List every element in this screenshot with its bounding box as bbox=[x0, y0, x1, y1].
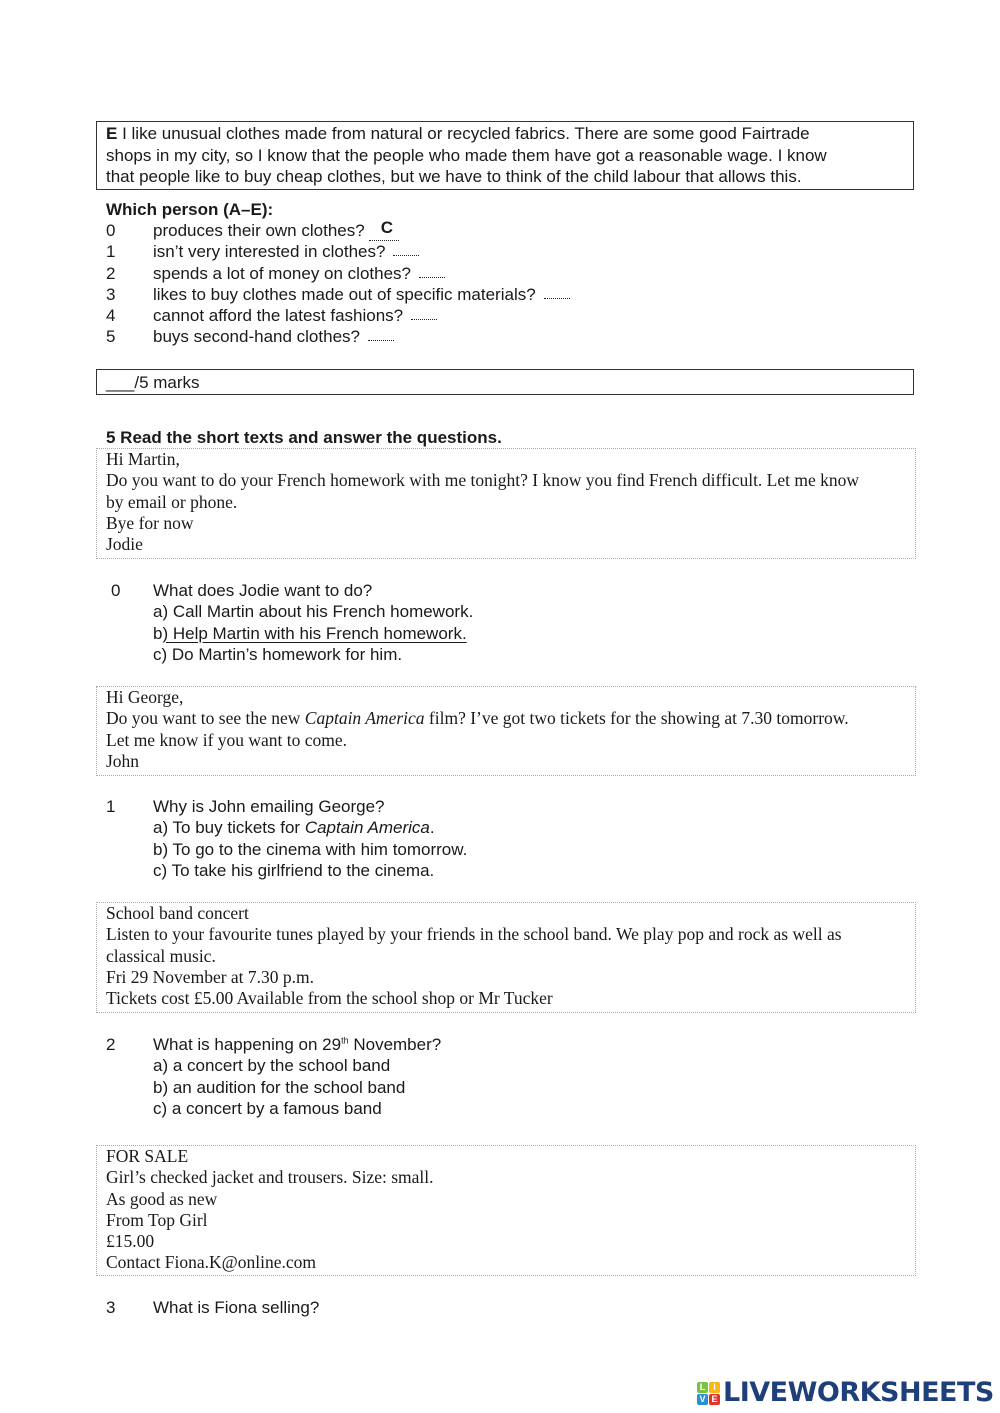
answer-field[interactable] bbox=[419, 263, 445, 278]
text-box-for-sale: FOR SALE Girl’s checked jacket and trousers. Size: small. As good as new From Top Girl £15.00 Contact Fiona.K@online.com bbox=[96, 1145, 916, 1276]
matching-question: 5 buys second-hand clothes? bbox=[106, 326, 570, 347]
option-a[interactable]: a) Call Martin about his French homework. bbox=[153, 602, 474, 622]
matching-question: 1 isn’t very interested in clothes? bbox=[106, 241, 570, 262]
text-box-john: Hi George, Do you want to see the new Captain America film? I’ve got two tickets for the showing at 7.30 tomorrow. Let me know if you want to come. John bbox=[96, 686, 916, 776]
question-3: 3 What is Fiona selling? bbox=[106, 1298, 320, 1317]
option-b[interactable]: b) To go to the cinema with him tomorrow. bbox=[153, 839, 468, 859]
person-e-text: I like unusual clothes made from natural or recycled fabrics. There are some good Fairtrade bbox=[117, 124, 810, 143]
matching-question: 3 likes to buy clothes made out of specific materials? bbox=[106, 284, 570, 305]
matching-question: 0 produces their own clothes? C bbox=[106, 220, 570, 241]
person-e-box bbox=[96, 121, 914, 190]
brand-name: LIVEWORKSHEETS bbox=[723, 1377, 994, 1408]
person-e-text: shops in my city, so I know that the people who made them have got a reasonable wage. I know bbox=[106, 145, 827, 165]
option-c[interactable]: c) To take his girlfriend to the cinema. bbox=[153, 860, 435, 880]
logo-grid-icon: L I V E bbox=[697, 1382, 720, 1405]
section-5-heading: 5 Read the short texts and answer the questions. bbox=[106, 428, 502, 447]
option-b[interactable]: b) Help Martin with his French homework. bbox=[153, 623, 467, 643]
matching-question: 4 cannot afford the latest fashions? bbox=[106, 305, 570, 326]
option-a[interactable]: a) a concert by the school band bbox=[153, 1056, 391, 1076]
matching-question: 2 spends a lot of money on clothes? bbox=[106, 263, 570, 284]
marks-box: ___/5 marks bbox=[96, 369, 914, 395]
option-a[interactable]: a) To buy tickets for Captain America. bbox=[153, 818, 435, 838]
matching-question-list bbox=[106, 220, 570, 348]
answer-field[interactable] bbox=[411, 305, 437, 320]
option-c[interactable]: c) a concert by a famous band bbox=[153, 1098, 382, 1118]
answer-field[interactable] bbox=[544, 284, 570, 299]
option-b[interactable]: b) an audition for the school band bbox=[153, 1077, 406, 1097]
answer-field[interactable] bbox=[393, 241, 419, 256]
liveworksheets-logo[interactable] bbox=[697, 1379, 994, 1407]
answer-field[interactable] bbox=[368, 326, 394, 341]
text-box-concert: School band concert Listen to your favourite tunes played by your friends in the school band. We play pop and rock as well as classical music. Fri 29 November at 7.30 p.m. Tickets cost £5.00 Available from the school shop or Mr Tucker bbox=[96, 902, 916, 1013]
question-0: 0 What does Jodie want to do? a) Call Martin about his French homework. b) Help Martin with his French homework. c) Do Martin’s homework for him. bbox=[106, 580, 473, 665]
person-e-text: that people like to buy cheap clothes, but we have to think of the child labour that allows this. bbox=[106, 167, 802, 186]
option-c[interactable]: c) Do Martin’s homework for him. bbox=[153, 644, 403, 664]
question-1: 1 Why is John emailing George? a) To buy tickets for Captain America. b) To go to the cinema with him tomorrow. c) To take his girlfriend to the cinema. bbox=[106, 797, 468, 880]
person-letter: E bbox=[106, 124, 118, 143]
matching-heading: Which person (A–E): bbox=[106, 200, 274, 219]
text-box-jodie: Hi Martin, Do you want to do your French homework with me tonight? I know you find French difficult. Let me know by email or phone. Bye for now Jodie bbox=[96, 448, 916, 559]
answer-field[interactable]: C bbox=[369, 220, 399, 241]
selected-answer: ) Help Martin with his French homework. bbox=[162, 623, 467, 643]
question-2: 2 What is happening on 29th November? a) a concert by the school band b) an audition for the school band c) a concert by a famous band bbox=[106, 1035, 442, 1118]
